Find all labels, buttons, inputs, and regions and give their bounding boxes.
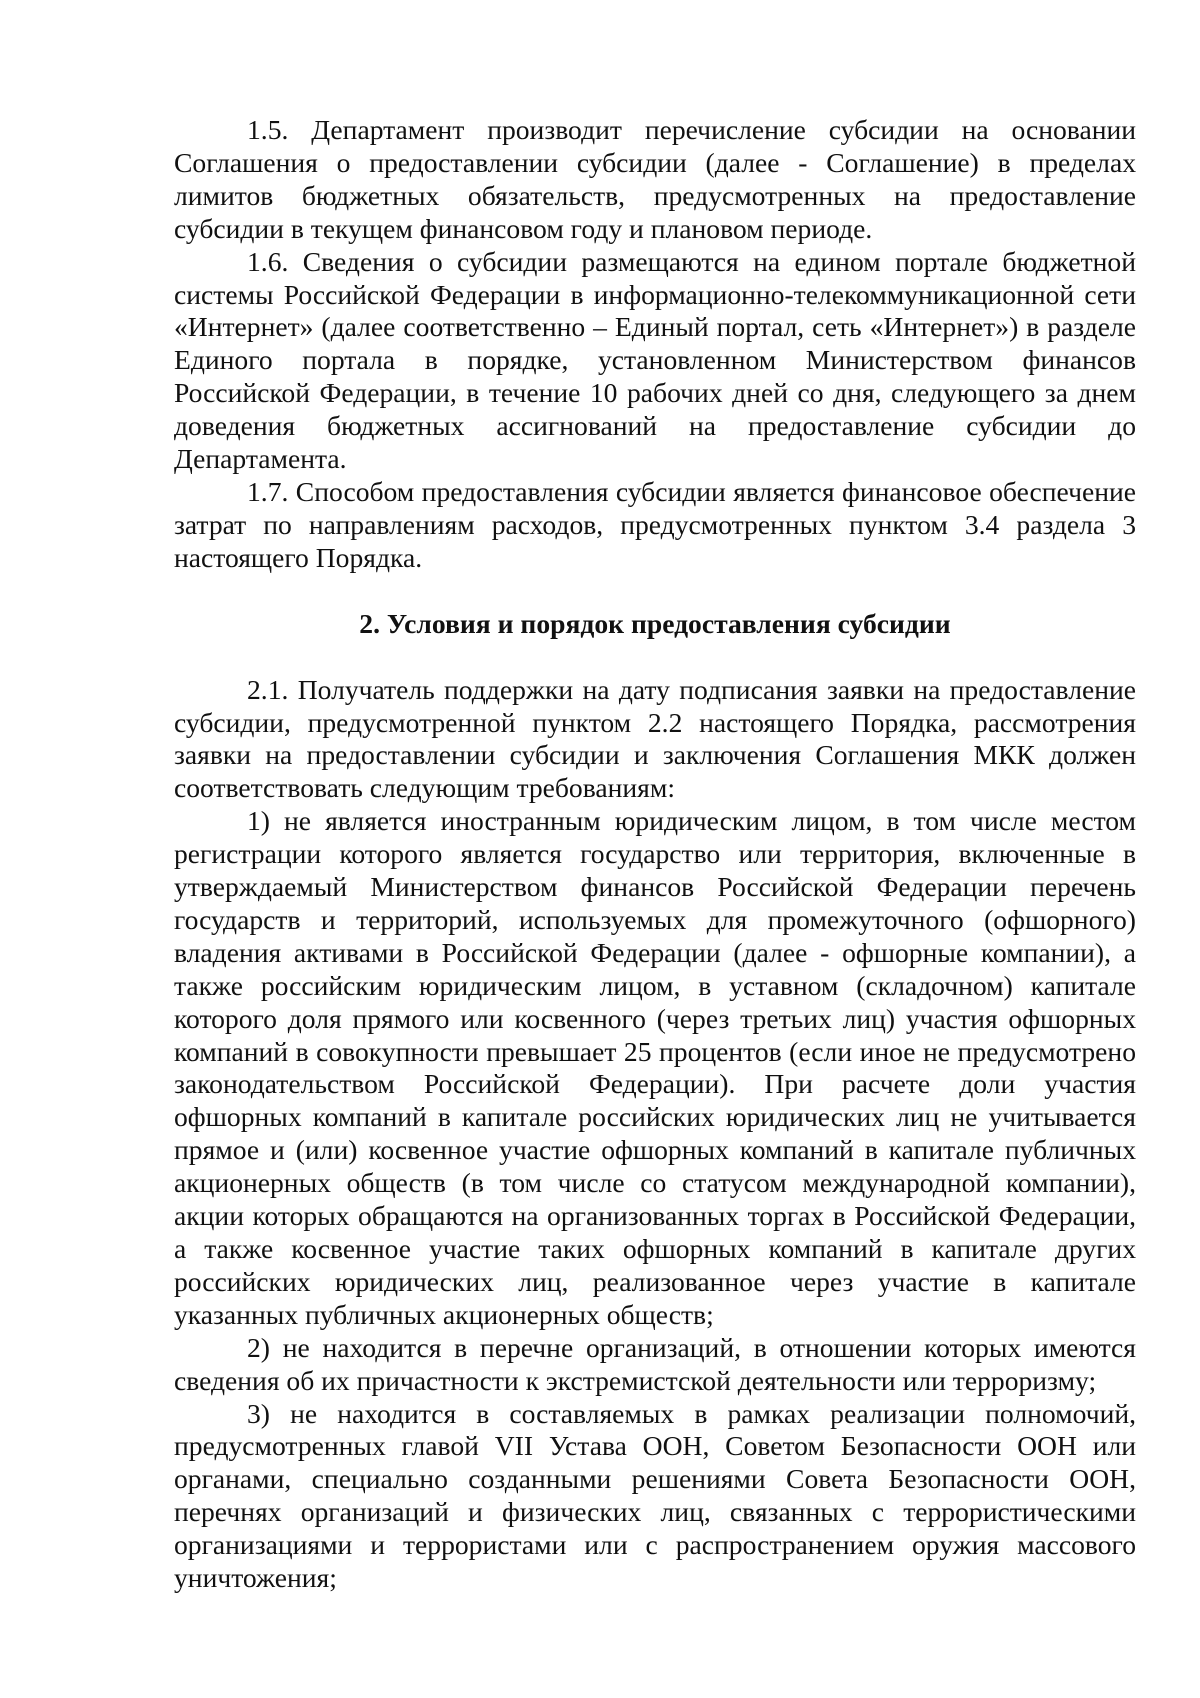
- paragraph-1-5: 1.5. Департамент производит перечисление субсидии на основании Соглашения о предоставлении субсидии (далее - Соглашение) в пределах лимитов бюджетных обязательств, предусмотренных на предоставление субсидии в текущем финансовом году и плановом периоде.: [174, 114, 1136, 244]
- paragraph-1-7: 1.7. Способом предоставления субсидии является финансовое обеспечение затрат по направлениям расходов, предусмотренных пунктом 3.4 раздела 3 настоящего Порядка.: [174, 475, 1136, 573]
- section-heading: 2. Условия и порядок предоставления субсидии: [359, 607, 951, 639]
- requirement-1: 1) не является иностранным юридическим лицом, в том числе местом регистрации которого является государство или территория, включенные в утверждаемый Министерством финансов Российской Федерации перечень государств и территорий, используемых для промежуточного (офшорного) владения активами в Российской Федерации (далее - офшорные компании), а также российским юридическим лицом, в уставном (складочном) капитале которого доля прямого или косвенного (через третьих лиц) участия офшорных компаний в совокупности превышает 25 процентов (если иное не предусмотрено законодательством Российской Федерации). При расчете доли участия офшорных компаний в капитале российских юридических лиц не учитывается прямое и (или) косвенное участие офшорных компаний в капитале публичных акционерных обществ (в том числе со статусом международной компании), акции которых обращаются на организованных торгах в Российской Федерации, а также косвенное участие таких офшорных компаний в капитале других российских юридических лиц, реализованное через участие в капитале указанных публичных акционерных обществ;: [174, 805, 1136, 1330]
- requirement-3: 3) не находится в составляемых в рамках реализации полномочий, предусмотренных главой VII Устава ООН, Советом Безопасности ООН или органами, специально созданными решениями Совета Безопасности ООН, перечнях организаций и физических лиц, связанных с террористическими организациями и террористами или с распространением оружия массового уничтожения;: [174, 1397, 1136, 1594]
- document-page: [174, 114, 1136, 1595]
- paragraph-2-1: 2.1. Получатель поддержки на дату подписания заявки на предоставление субсидии, предусмотренной пунктом 2.2 настоящего Порядка, рассмотрения заявки на предоставлении субсидии и заключения Соглашения МКК должен соответствовать следующим требованиям:: [174, 673, 1136, 804]
- paragraph-1-6: 1.6. Сведения о субсидии размещаются на едином портале бюджетной системы Российской Федерации в информационно-телекоммуникационной сети «Интернет» (далее соответственно – Единый портал, сеть «Интернет») в разделе Единого портала в порядке, установленном Министерством финансов Российской Федерации, в течение 10 рабочих дней со дня, следующего за днем доведения бюджетных ассигнований на предоставление субсидии до Департамента.: [174, 245, 1136, 475]
- requirement-2: 2) не находится в перечне организаций, в отношении которых имеются сведения об их причастности к экстремистской деятельности или терроризму;: [174, 1331, 1136, 1396]
